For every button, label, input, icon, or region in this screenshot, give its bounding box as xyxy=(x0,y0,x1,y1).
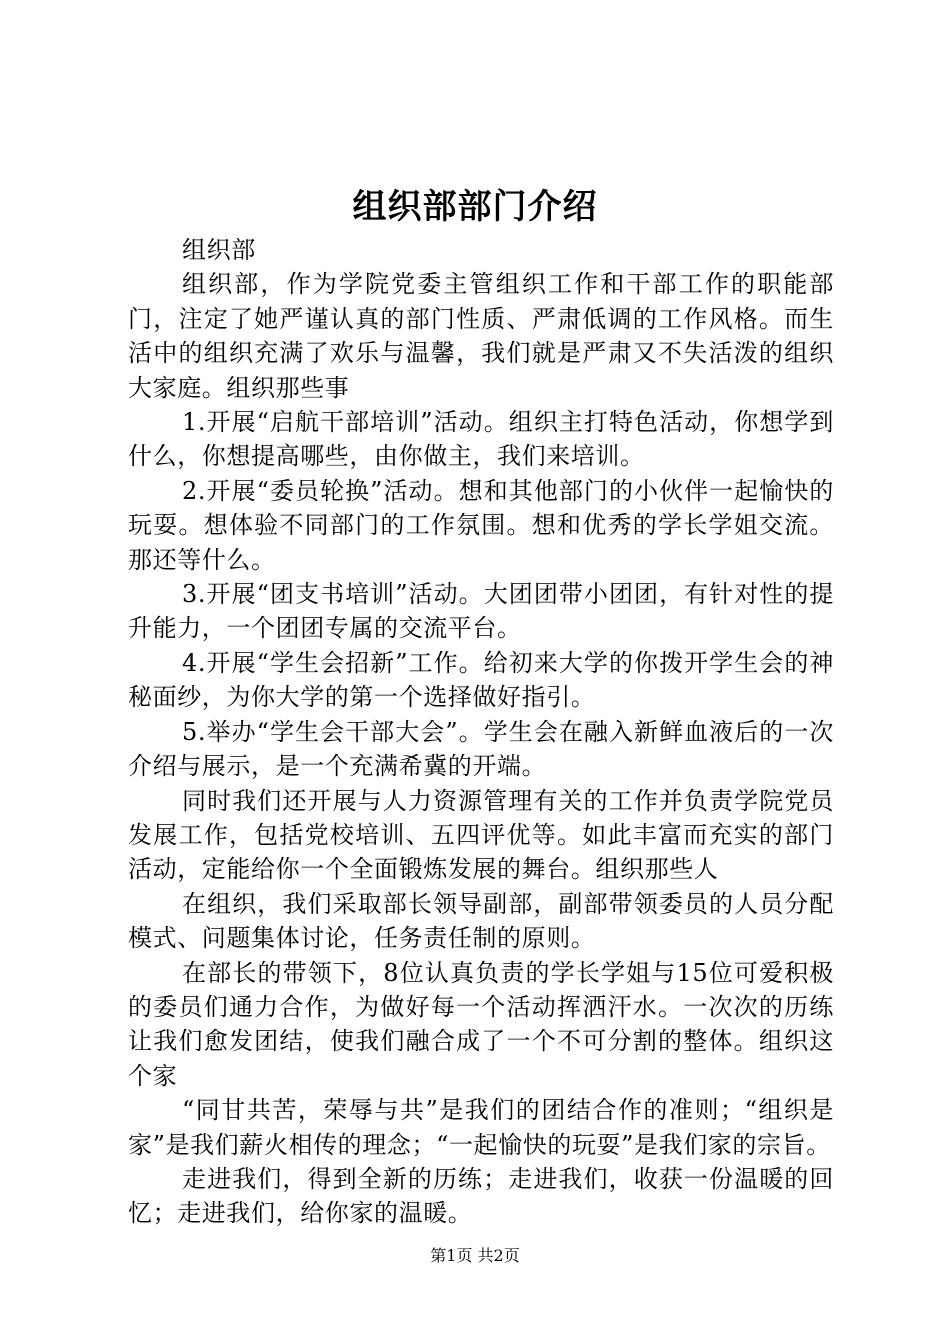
paragraph: 同时我们还开展与人力资源管理有关的工作并负责学院党员发展工作，包括党校培训、五四评优等。如此丰富而充实的部门活动，定能给你一个全面锻炼发展的舞台。组织那些人 xyxy=(128,786,834,884)
page-footer: 第1页 共2页 xyxy=(430,1246,520,1265)
paragraph: 5.举办“学生会干部大会”。学生会在融入新鲜血液后的一次介绍与展示，是一个充满希冀的开端。 xyxy=(128,717,834,781)
paragraph: 走进我们，得到全新的历练；走进我们，收获一份温暖的回忆；走进我们，给你家的温暖。 xyxy=(128,1164,834,1228)
paragraph: 4.开展“学生会招新”工作。给初来大学的你拨开学生会的神秘面纱，为你大学的第一个选择做好指引。 xyxy=(128,648,834,712)
paragraph: 2.开展“委员轮换”活动。想和其他部门的小伙伴一起愉快的玩耍。想体验不同部门的工作氛围。想和优秀的学长学姐交流。那还等什么。 xyxy=(128,476,834,574)
paragraph: 在部长的带领下，8位认真负责的学长学姐与15位可爱积极的委员们通力合作，为做好每一个活动挥洒汗水。一次次的历练让我们愈发团结，使我们融合成了一个不可分割的整体。组织这个家 xyxy=(128,958,834,1090)
document-title: 组织部部门介绍 xyxy=(352,187,598,227)
paragraph: 3.开展“团支书培训”活动。大团团带小团团，有针对性的提升能力，一个团团专属的交流平台。 xyxy=(128,580,834,643)
paragraph: 在组织，我们采取部长领导副部，副部带领委员的人员分配模式、问题集体讨论，任务责任制的原则。 xyxy=(128,889,834,953)
document-body xyxy=(128,233,834,1231)
paragraph: 1.开展“启航干部培训”活动。组织主打特色活动，你想学到什么，你想提高哪些，由你做主，我们来培训。 xyxy=(128,408,834,471)
paragraph: 组织部 xyxy=(182,236,256,264)
paragraph: 组织部，作为学院党委主管组织工作和干部工作的职能部门，注定了她严谨认真的部门性质、严肃低调的工作风格。而生活中的组织充满了欢乐与温馨，我们就是严肃又不失活泼的组织大家庭。组织那些事 xyxy=(128,270,834,402)
paragraph: “同甘共苦，荣辱与共”是我们的团结合作的准则；“组织是家”是我们薪火相传的理念；“一起愉快的玩耍”是我们家的宗旨。 xyxy=(128,1096,834,1159)
